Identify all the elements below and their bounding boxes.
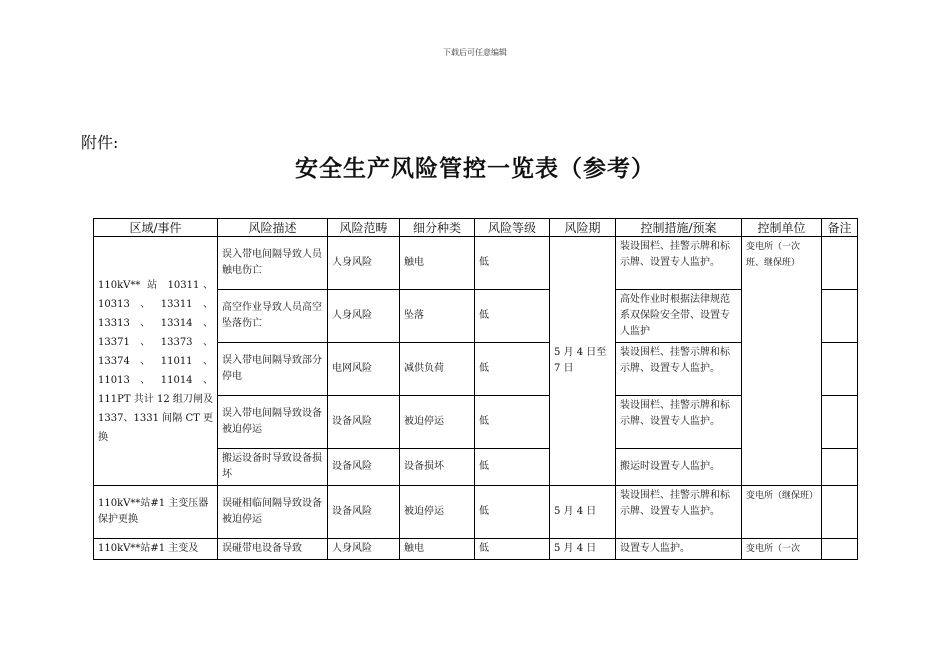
note-cell [822,237,858,290]
measure-cell: 高处作业时根据法律规范系双保险安全带、设置专人监护 [616,290,742,343]
type-cell: 触电 [400,237,475,290]
unit-cell: 变电所（一次班、继保班） [742,237,822,486]
column-header-period: 风险期 [550,219,616,237]
note-cell [822,449,858,486]
category-cell: 人身风险 [328,539,400,560]
measure-cell: 设置专人监护。 [616,539,742,560]
column-header-note: 备注 [822,219,858,237]
description-cell: 搬运设备时导致设备损坏 [218,449,328,486]
period-cell: 5 月 4 日至 7 日 [550,237,616,486]
risk-table [93,218,858,560]
description-cell: 误入带电间隔导致部分停电 [218,343,328,396]
type-cell: 被迫停运 [400,486,475,539]
category-cell: 电网风险 [328,343,400,396]
page-title: 安全生产风险管控一览表（参考） [295,156,655,182]
column-header-area: 区域/事件 [94,219,218,237]
measure-cell: 装设围栏、挂警示牌和标示牌、设置专人监护。 [616,343,742,396]
table-row [94,486,858,539]
area-cell: 110kV**站#1 主变及 [94,539,218,560]
column-header-category: 风险范畴 [328,219,400,237]
level-cell: 低 [475,237,550,290]
measure-cell: 装设围栏、挂警示牌和标示牌、设置专人监护。 [616,396,742,449]
unit-cell: 变电所（一次 [742,539,822,560]
level-cell: 低 [475,449,550,486]
area-cell: 110kV** 站 10311、10313、13311、13313、13314、13371、13373、13374、11011、11013、11014、111PT 共计 12 组刀闸及 1337、1331 间隔 CT 更换 [94,237,218,486]
category-cell: 人身风险 [328,290,400,343]
type-cell: 减供负荷 [400,343,475,396]
type-cell: 坠落 [400,290,475,343]
column-header-measure: 控制措施/预案 [616,219,742,237]
note-cell [822,396,858,449]
table-row [94,539,858,560]
column-header-type: 细分种类 [400,219,475,237]
level-cell: 低 [475,539,550,560]
header-note: 下载后可任意编辑 [443,48,507,57]
category-cell: 设备风险 [328,449,400,486]
description-cell: 误入带电间隔导致人员触电伤亡 [218,237,328,290]
level-cell: 低 [475,343,550,396]
measure-cell: 装设围栏、挂警示牌和标示牌、设置专人监护。 [616,237,742,290]
measure-cell: 搬运时设置专人监护。 [616,449,742,486]
measure-cell: 装设围栏、挂警示牌和标示牌、设置专人监护。 [616,486,742,539]
level-cell: 低 [475,396,550,449]
attachment-label: 附件: [81,133,119,152]
note-cell [822,343,858,396]
description-cell: 误入带电间隔导致设备被迫停运 [218,396,328,449]
note-cell [822,539,858,560]
unit-cell: 变电所（继保班） [742,486,822,539]
table-header-row [94,219,858,237]
period-cell: 5 月 4 日 [550,486,616,539]
type-cell: 被迫停运 [400,396,475,449]
type-cell: 触电 [400,539,475,560]
note-cell [822,290,858,343]
area-cell: 110kV**站#1 主变压器保护更换 [94,486,218,539]
level-cell: 低 [475,290,550,343]
description-cell: 误碰带电设备导致 [218,539,328,560]
table-row [94,237,858,290]
category-cell: 人身风险 [328,237,400,290]
category-cell: 设备风险 [328,486,400,539]
description-cell: 高空作业导致人员高空坠落伤亡 [218,290,328,343]
level-cell: 低 [475,486,550,539]
period-cell: 5 月 4 日 [550,539,616,560]
category-cell: 设备风险 [328,396,400,449]
note-cell [822,486,858,539]
description-cell: 误碰相临间隔导致设备被迫停运 [218,486,328,539]
column-header-unit: 控制单位 [742,219,822,237]
type-cell: 设备损坏 [400,449,475,486]
column-header-level: 风险等级 [475,219,550,237]
column-header-description: 风险描述 [218,219,328,237]
